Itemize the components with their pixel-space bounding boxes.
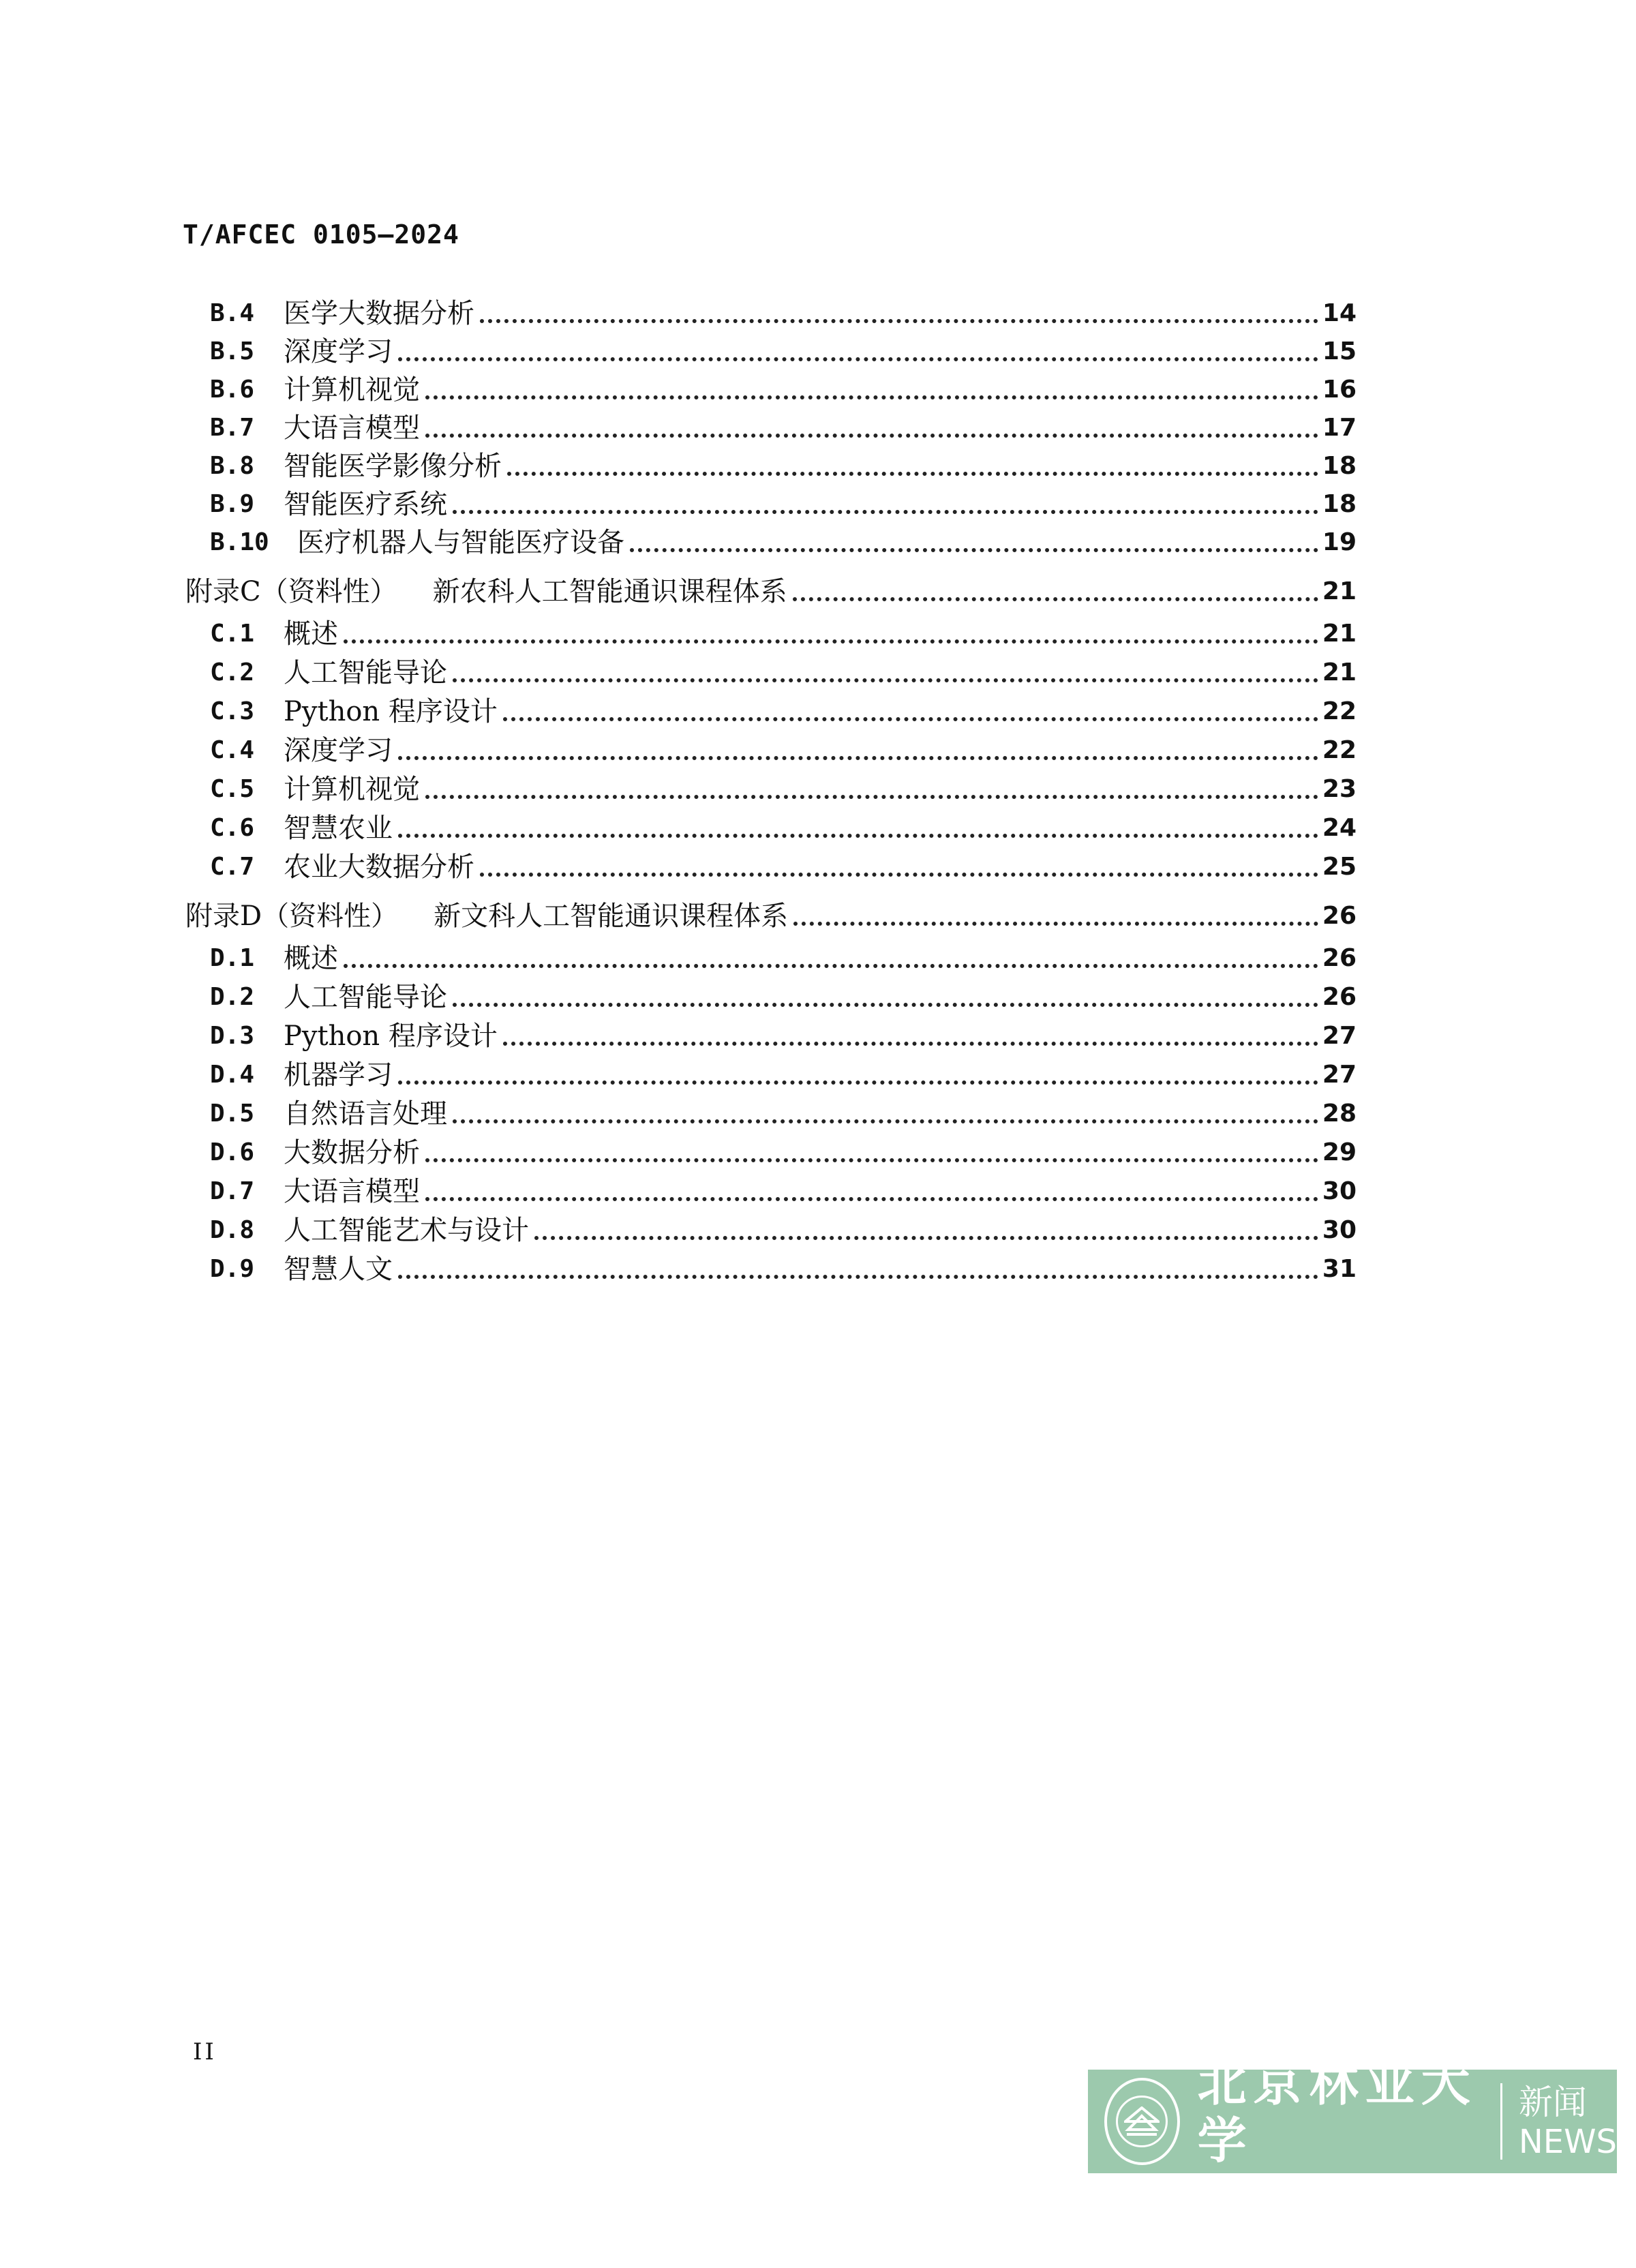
toc-entry-page: 25 bbox=[1322, 853, 1357, 881]
toc-entry-page: 29 bbox=[1322, 1138, 1357, 1166]
toc-leader-dots bbox=[480, 873, 1318, 877]
toc-entry-title: 新文科人工智能通识课程体系 bbox=[434, 901, 789, 932]
toc-entry[interactable] bbox=[210, 976, 1357, 1014]
toc-entry-page: 26 bbox=[1322, 944, 1357, 972]
toc-leader-dots bbox=[398, 1080, 1318, 1085]
toc-entry-page: 26 bbox=[1322, 983, 1357, 1011]
toc-entry-page: 26 bbox=[1322, 902, 1357, 930]
toc-entry[interactable] bbox=[210, 690, 1357, 728]
toc-entry[interactable] bbox=[210, 729, 1357, 767]
toc-entry-title: 人工智能导论 bbox=[284, 657, 447, 689]
toc-leader-dots bbox=[344, 639, 1318, 644]
toc-entry-title: 计算机视觉 bbox=[284, 774, 420, 805]
toc-entry-number: C.2 bbox=[210, 659, 255, 686]
toc-entry-title: 大语言模型 bbox=[284, 412, 420, 444]
toc-entry-title: 人工智能导论 bbox=[284, 982, 447, 1013]
toc-entry-number: B.9 bbox=[210, 490, 255, 518]
toc-entry-page: 30 bbox=[1322, 1216, 1357, 1244]
logo-divider bbox=[1500, 2083, 1502, 2160]
toc-leader-dots bbox=[503, 1042, 1318, 1046]
toc-entry[interactable] bbox=[210, 1170, 1357, 1208]
toc-leader-dots bbox=[425, 434, 1318, 438]
toc-entry[interactable] bbox=[210, 330, 1357, 368]
toc-entry-number: B.5 bbox=[210, 337, 255, 365]
toc-entry[interactable] bbox=[210, 1248, 1357, 1286]
toc-leader-dots bbox=[344, 964, 1318, 968]
toc-entry[interactable] bbox=[210, 521, 1357, 559]
toc-leader-dots bbox=[453, 678, 1318, 682]
toc-entry-title: 智能医疗系统 bbox=[284, 489, 447, 520]
toc-entry-title: 计算机视觉 bbox=[284, 374, 420, 406]
toc-entry-title: 机器学习 bbox=[284, 1059, 393, 1091]
toc-entry-number: D.3 bbox=[210, 1022, 255, 1050]
toc-entry-page: 15 bbox=[1322, 337, 1357, 365]
toc-leader-dots bbox=[507, 472, 1318, 476]
toc-entry-number: B.8 bbox=[210, 452, 255, 480]
toc-entry-page: 21 bbox=[1322, 620, 1357, 648]
toc-leader-dots bbox=[425, 395, 1318, 399]
toc-entry-number: C.4 bbox=[210, 736, 255, 764]
toc-entry[interactable] bbox=[210, 406, 1357, 444]
toc-entry[interactable] bbox=[210, 845, 1357, 883]
toc-entry[interactable] bbox=[210, 937, 1357, 975]
toc-entry-title: 概述 bbox=[284, 618, 338, 650]
toc-entry-number: B.4 bbox=[210, 299, 255, 327]
toc-entry-title: 智能医学影像分析 bbox=[284, 451, 502, 482]
toc-entry-page: 27 bbox=[1322, 1022, 1357, 1050]
page-number: II bbox=[193, 2038, 217, 2066]
document-header-standard-number: T/AFCEC 0105—2024 bbox=[183, 220, 459, 250]
toc-entry[interactable] bbox=[210, 768, 1357, 806]
toc-entry-page: 23 bbox=[1322, 775, 1357, 803]
toc-entry-title: Python 程序设计 bbox=[284, 1020, 498, 1052]
toc-entry-title: 医学大数据分析 bbox=[284, 298, 474, 329]
toc-leader-dots bbox=[398, 357, 1318, 361]
university-seal-icon bbox=[1104, 2078, 1180, 2165]
toc-leader-dots bbox=[398, 1275, 1318, 1279]
toc-entry-page: 28 bbox=[1322, 1100, 1357, 1128]
news-label-cn: 新闻 bbox=[1518, 2083, 1587, 2122]
toc-entry-title: 自然语言处理 bbox=[284, 1098, 447, 1130]
toc-entry-title: 智慧人文 bbox=[284, 1254, 393, 1285]
university-name-en: BEIJING FORESTRY UNIVERSITY bbox=[1197, 2172, 1446, 2188]
toc-entry-number: D.5 bbox=[210, 1100, 255, 1128]
university-news-watermark bbox=[1088, 2054, 1617, 2188]
toc-leader-dots bbox=[453, 1119, 1318, 1123]
toc-entry-number: C.3 bbox=[210, 697, 255, 725]
toc-leader-dots bbox=[453, 510, 1318, 514]
toc-entry-page: 18 bbox=[1322, 490, 1357, 518]
toc-entry-number: D.4 bbox=[210, 1061, 255, 1089]
toc-entry-number: D.2 bbox=[210, 983, 255, 1011]
toc-entry-title: 农业大数据分析 bbox=[284, 851, 474, 883]
toc-entry-page: 31 bbox=[1322, 1255, 1357, 1283]
toc-entry[interactable] bbox=[210, 1092, 1357, 1130]
toc-entry-number: D.1 bbox=[210, 944, 255, 972]
toc-entry-number: C.5 bbox=[210, 775, 255, 803]
toc-entry-page: 21 bbox=[1322, 659, 1357, 686]
toc-leader-dots bbox=[793, 597, 1318, 601]
toc-leader-dots bbox=[425, 795, 1318, 799]
toc-entry-number: D.9 bbox=[210, 1255, 255, 1283]
toc-entry-page: 24 bbox=[1322, 814, 1357, 842]
toc-entry-page: 27 bbox=[1322, 1061, 1357, 1089]
toc-leader-dots bbox=[630, 548, 1318, 552]
toc-entry-number: D.7 bbox=[210, 1177, 255, 1205]
toc-entry[interactable] bbox=[210, 806, 1357, 845]
toc-leader-dots bbox=[793, 922, 1318, 926]
toc-entry[interactable] bbox=[185, 570, 1357, 608]
toc-entry-number: C.7 bbox=[210, 853, 255, 881]
toc-entry[interactable] bbox=[185, 894, 1357, 933]
toc-entry[interactable] bbox=[210, 1131, 1357, 1169]
toc-entry-number: B.6 bbox=[210, 376, 255, 404]
toc-entry[interactable] bbox=[210, 444, 1357, 483]
toc-entry-number: C.1 bbox=[210, 620, 255, 648]
toc-entry[interactable] bbox=[210, 651, 1357, 689]
toc-entry[interactable] bbox=[210, 612, 1357, 650]
toc-leader-dots bbox=[425, 1197, 1318, 1201]
toc-entry-title: 人工智能艺术与设计 bbox=[284, 1215, 529, 1246]
toc-leader-dots bbox=[503, 717, 1318, 721]
toc-entry-title: 大语言模型 bbox=[284, 1176, 420, 1207]
toc-leader-dots bbox=[534, 1236, 1318, 1240]
toc-entry-title: 医疗机器人与智能医疗设备 bbox=[297, 527, 624, 558]
toc-leader-dots bbox=[425, 1158, 1318, 1162]
toc-entry-page: 22 bbox=[1322, 736, 1357, 764]
university-name-cn: 北京林业大学 bbox=[1197, 2054, 1477, 2169]
toc-entry-number: D.8 bbox=[210, 1216, 255, 1244]
toc-entry-title: 概述 bbox=[284, 943, 338, 974]
toc-entry-page: 22 bbox=[1322, 697, 1357, 725]
toc-entry-title: Python 程序设计 bbox=[284, 696, 498, 727]
toc-entry-number: 附录C（资料性） bbox=[185, 576, 397, 607]
toc-entry[interactable] bbox=[210, 1053, 1357, 1091]
toc-leader-dots bbox=[398, 834, 1318, 838]
toc-entry-number: B.7 bbox=[210, 414, 255, 442]
toc-entry[interactable] bbox=[210, 1014, 1357, 1053]
toc-entry-title: 大数据分析 bbox=[284, 1137, 420, 1168]
toc-entry-page: 19 bbox=[1322, 528, 1357, 556]
toc-entry[interactable] bbox=[210, 292, 1357, 330]
toc-entry-number: B.10 bbox=[210, 528, 269, 556]
toc-entry-page: 14 bbox=[1322, 299, 1357, 327]
toc-entry-title: 新农科人工智能通识课程体系 bbox=[432, 576, 787, 607]
toc-entry[interactable] bbox=[210, 483, 1357, 521]
toc-entry-page: 18 bbox=[1322, 452, 1357, 480]
toc-entry-number: C.6 bbox=[210, 814, 255, 842]
toc-entry[interactable] bbox=[210, 368, 1357, 406]
toc-leader-dots bbox=[453, 1003, 1318, 1007]
toc-entry[interactable] bbox=[210, 1209, 1357, 1247]
toc-entry-number: 附录D（资料性） bbox=[185, 901, 399, 932]
toc-entry-title: 深度学习 bbox=[284, 336, 393, 367]
toc-entry-page: 16 bbox=[1322, 376, 1357, 404]
toc-leader-dots bbox=[398, 756, 1318, 760]
toc-entry-page: 17 bbox=[1322, 414, 1357, 442]
toc-leader-dots bbox=[480, 319, 1318, 323]
toc-entry-title: 深度学习 bbox=[284, 735, 393, 766]
toc-entry-number: D.6 bbox=[210, 1138, 255, 1166]
toc-entry-page: 21 bbox=[1322, 577, 1357, 605]
news-label-en: NEWS bbox=[1518, 2123, 1617, 2161]
toc-entry-title: 智慧农业 bbox=[284, 813, 393, 844]
toc-entry-page: 30 bbox=[1322, 1177, 1357, 1205]
